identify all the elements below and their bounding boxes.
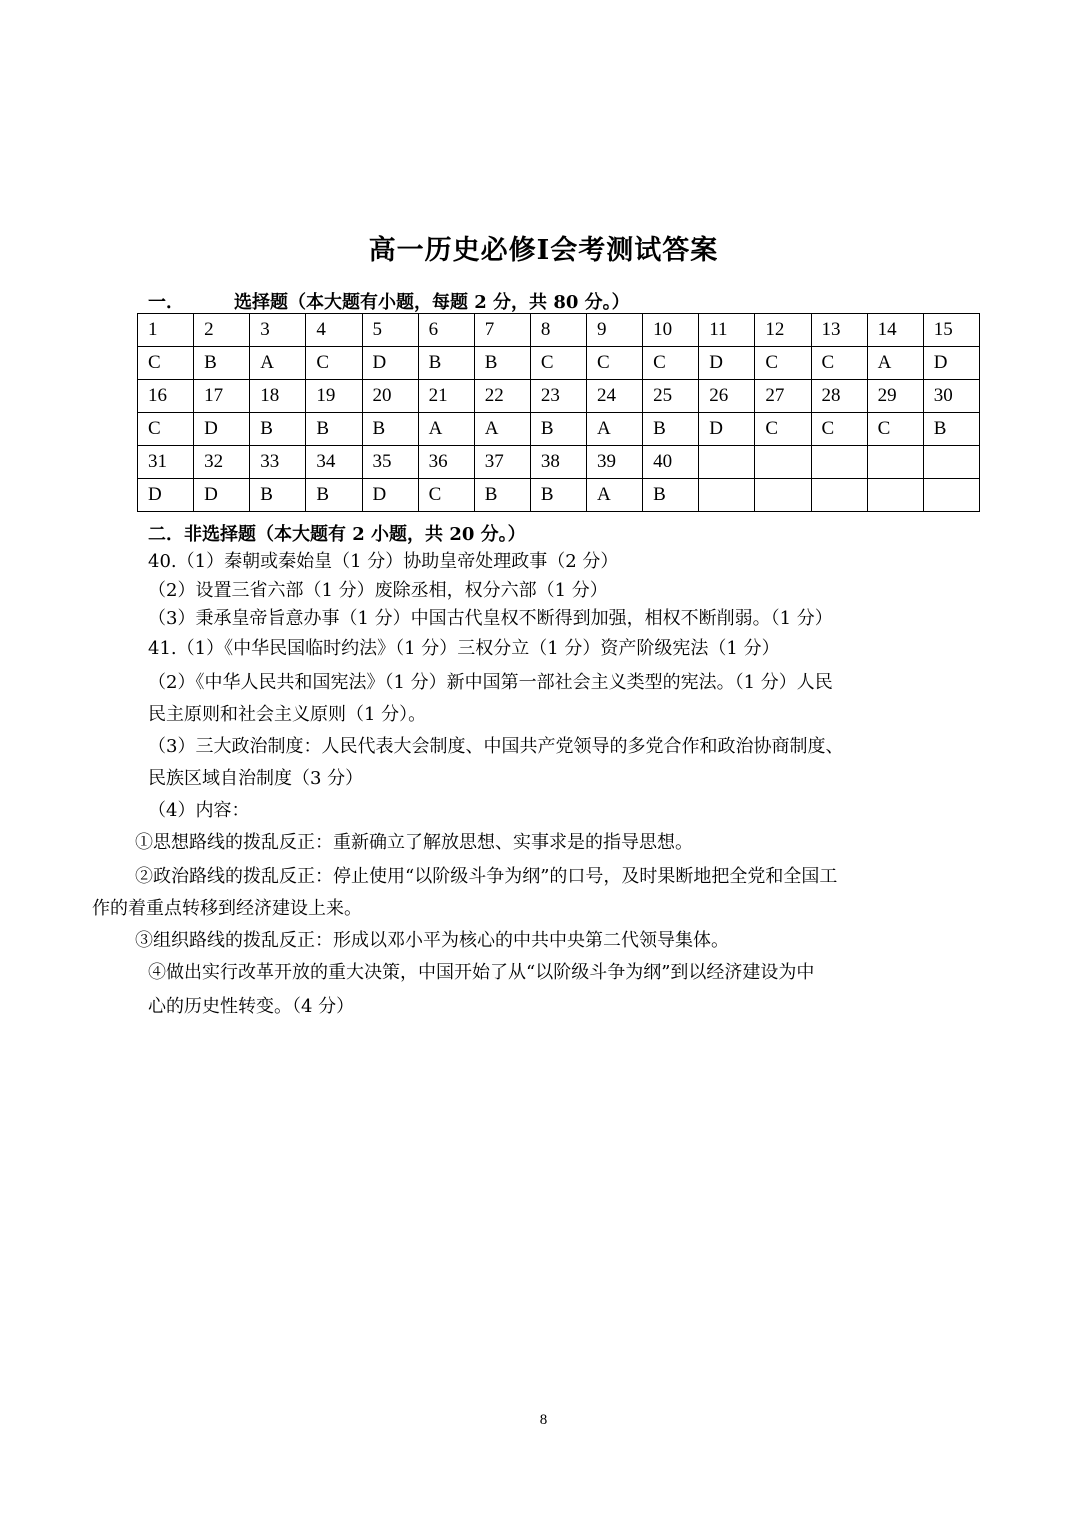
answer-cell: C	[587, 347, 643, 380]
question-number-cell	[867, 446, 923, 479]
answer-41-1: 41.（1）《中华民国临时约法》（1 分）三权分立（1 分）资产阶级宪法（1 分）	[148, 638, 780, 659]
question-number-cell: 34	[306, 446, 362, 479]
answer-cell: D	[138, 479, 194, 512]
question-number-cell: 21	[418, 380, 474, 413]
answer-table	[137, 313, 980, 512]
answer-cell: C	[138, 347, 194, 380]
answer-cell: C	[811, 347, 867, 380]
question-number-cell	[699, 446, 755, 479]
question-number-cell: 18	[250, 380, 306, 413]
answer-cell: A	[250, 347, 306, 380]
answer-41-4-point3: ③组织路线的拨乱反正：形成以邓小平为核心的中共中央第二代领导集体。	[135, 930, 729, 951]
document-title: 高一历史必修Ⅰ会考测试答案	[368, 235, 719, 266]
question-number-cell: 8	[530, 314, 586, 347]
question-number-cell: 4	[306, 314, 362, 347]
answer-cell: C	[755, 413, 811, 446]
question-number-cell: 32	[194, 446, 250, 479]
answer-cell: B	[306, 413, 362, 446]
answer-cell	[811, 479, 867, 512]
question-number-cell: 17	[194, 380, 250, 413]
question-number-row	[138, 446, 980, 479]
question-number-cell: 12	[755, 314, 811, 347]
question-number-cell: 22	[474, 380, 530, 413]
answer-40-3: （3）秉承皇帝旨意办事（1 分）中国古代皇权不断得到加强，相权不断削弱。（1 分）	[148, 608, 833, 629]
question-number-cell: 2	[194, 314, 250, 347]
answer-cell: A	[474, 413, 530, 446]
page-number: 8	[539, 1412, 548, 1428]
section-2-heading: 二．非选择题（本大题有 2 小题，共 20 分。）	[148, 524, 526, 545]
question-number-cell: 28	[811, 380, 867, 413]
answer-letter-row	[138, 479, 980, 512]
answer-cell: C	[811, 413, 867, 446]
section-1-title: 选择题（本大题有小题，每题 2 分，共 80 分。）	[234, 292, 630, 313]
answer-cell: A	[587, 413, 643, 446]
question-number-cell: 13	[811, 314, 867, 347]
answer-cell: C	[755, 347, 811, 380]
question-number-cell: 19	[306, 380, 362, 413]
answer-cell: C	[643, 347, 699, 380]
answer-cell: C	[530, 347, 586, 380]
question-number-cell: 27	[755, 380, 811, 413]
question-number-row	[138, 314, 980, 347]
answer-cell: D	[362, 347, 418, 380]
question-number-cell: 11	[699, 314, 755, 347]
answer-41-2-line1: （2）《中华人民共和国宪法》（1 分）新中国第一部社会主义类型的宪法。（1 分）人民	[148, 672, 833, 693]
question-number-cell: 23	[530, 380, 586, 413]
answer-cell: D	[923, 347, 979, 380]
answer-41-4-point4-line1: ④做出实行改革开放的重大决策，中国开始了从“以阶级斗争为纲”到以经济建设为中	[148, 962, 815, 983]
answer-cell: B	[250, 413, 306, 446]
question-number-cell: 6	[418, 314, 474, 347]
answer-cell: B	[250, 479, 306, 512]
question-number-cell: 40	[643, 446, 699, 479]
answer-cell: B	[643, 413, 699, 446]
answer-cell: D	[699, 347, 755, 380]
answer-41-4-heading: （4）内容：	[148, 800, 250, 821]
question-number-cell: 31	[138, 446, 194, 479]
answer-40-1: 40.（1）秦朝或秦始皇（1 分）协助皇帝处理政事（2 分）	[148, 551, 619, 572]
question-number-cell: 1	[138, 314, 194, 347]
question-number-cell: 30	[923, 380, 979, 413]
answer-cell: B	[306, 479, 362, 512]
answer-cell	[923, 479, 979, 512]
question-number-cell: 24	[587, 380, 643, 413]
question-number-cell: 3	[250, 314, 306, 347]
answer-40-2: （2）设置三省六部（1 分）废除丞相，权分六部（1 分）	[148, 580, 608, 601]
question-number-cell: 29	[867, 380, 923, 413]
question-number-cell: 26	[699, 380, 755, 413]
question-number-cell: 16	[138, 380, 194, 413]
answer-cell: D	[362, 479, 418, 512]
answer-cell	[867, 479, 923, 512]
question-number-cell: 25	[643, 380, 699, 413]
question-number-cell: 35	[362, 446, 418, 479]
question-number-cell: 36	[418, 446, 474, 479]
question-number-cell: 14	[867, 314, 923, 347]
answer-cell: B	[418, 347, 474, 380]
question-number-cell: 20	[362, 380, 418, 413]
answer-41-3-line2: 民族区域自治制度（3 分）	[148, 768, 364, 789]
answer-cell: A	[418, 413, 474, 446]
question-number-cell	[811, 446, 867, 479]
answer-letter-row	[138, 347, 980, 380]
question-number-cell	[755, 446, 811, 479]
answer-cell: B	[474, 347, 530, 380]
answer-41-4-point2-line2: 作的着重点转移到经济建设上来。	[92, 898, 362, 919]
answer-41-4-point4-line2: 心的历史性转变。（4 分）	[148, 996, 355, 1017]
answer-cell: D	[194, 413, 250, 446]
question-number-cell: 37	[474, 446, 530, 479]
answer-cell: B	[530, 479, 586, 512]
answer-letter-row	[138, 413, 980, 446]
answer-41-4-point2-line1: ②政治路线的拨乱反正：停止使用“以阶级斗争为纲”的口号，及时果断地把全党和全国工	[135, 866, 838, 887]
answer-cell: A	[587, 479, 643, 512]
question-number-cell: 5	[362, 314, 418, 347]
answer-cell	[755, 479, 811, 512]
question-number-cell: 10	[643, 314, 699, 347]
question-number-cell: 39	[587, 446, 643, 479]
answer-41-4-point1: ①思想路线的拨乱反正：重新确立了解放思想、实事求是的指导思想。	[135, 832, 693, 853]
question-number-cell: 38	[530, 446, 586, 479]
answer-cell: C	[418, 479, 474, 512]
question-number-cell: 33	[250, 446, 306, 479]
answer-cell: C	[306, 347, 362, 380]
answer-cell: B	[923, 413, 979, 446]
answer-41-3-line1: （3）三大政治制度：人民代表大会制度、中国共产党领导的多党合作和政治协商制度、	[148, 736, 844, 757]
answer-cell: B	[530, 413, 586, 446]
question-number-cell: 15	[923, 314, 979, 347]
answer-41-2-line2: 民主原则和社会主义原则（1 分）。	[148, 704, 427, 725]
question-number-cell: 7	[474, 314, 530, 347]
answer-cell: B	[643, 479, 699, 512]
answer-cell: B	[362, 413, 418, 446]
section-1-number: 一．	[148, 292, 184, 313]
answer-cell: D	[699, 413, 755, 446]
answer-cell: D	[194, 479, 250, 512]
answer-cell: B	[194, 347, 250, 380]
answer-cell: C	[867, 413, 923, 446]
question-number-cell	[923, 446, 979, 479]
question-number-row	[138, 380, 980, 413]
answer-cell	[699, 479, 755, 512]
question-number-cell: 9	[587, 314, 643, 347]
section-1-heading	[148, 288, 630, 314]
answer-cell: B	[474, 479, 530, 512]
answer-cell: A	[867, 347, 923, 380]
answer-cell: C	[138, 413, 194, 446]
